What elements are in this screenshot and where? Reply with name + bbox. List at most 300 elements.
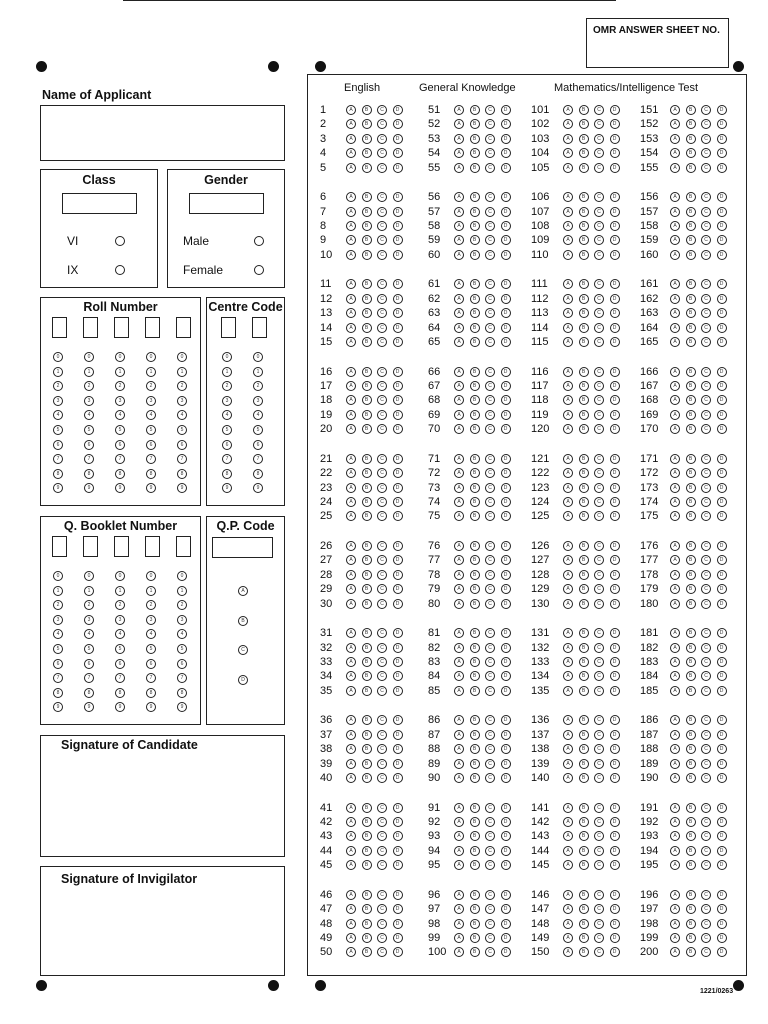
answer-bubble[interactable]: C <box>485 134 495 144</box>
answer-bubble[interactable]: A <box>346 511 356 521</box>
answer-bubble[interactable]: D <box>717 119 727 129</box>
answer-bubble[interactable]: A <box>454 759 464 769</box>
answer-bubble[interactable]: D <box>501 279 511 289</box>
booklet-number-digit-bubble[interactable]: 7 <box>53 673 63 683</box>
answer-bubble[interactable]: D <box>393 395 403 405</box>
answer-bubble[interactable]: D <box>501 207 511 217</box>
answer-bubble[interactable]: D <box>610 803 620 813</box>
answer-bubble[interactable]: B <box>470 235 480 245</box>
answer-bubble[interactable]: C <box>485 250 495 260</box>
answer-bubble[interactable]: C <box>377 628 387 638</box>
answer-bubble[interactable]: A <box>346 468 356 478</box>
answer-bubble[interactable]: C <box>594 221 604 231</box>
answer-bubble[interactable]: A <box>563 744 573 754</box>
answer-bubble[interactable]: D <box>610 570 620 580</box>
answer-bubble[interactable]: B <box>579 395 589 405</box>
answer-bubble[interactable]: C <box>594 410 604 420</box>
answer-bubble[interactable]: A <box>454 947 464 957</box>
answer-bubble[interactable]: D <box>717 424 727 434</box>
roll-number-digit-bubble[interactable]: 1 <box>146 367 156 377</box>
answer-bubble[interactable]: D <box>610 134 620 144</box>
answer-bubble[interactable]: D <box>393 643 403 653</box>
answer-bubble[interactable]: B <box>362 250 372 260</box>
roll-number-digit-bubble[interactable]: 1 <box>115 367 125 377</box>
answer-bubble[interactable]: B <box>686 367 696 377</box>
centre-code-digit-bubble[interactable]: 8 <box>253 469 263 479</box>
answer-bubble[interactable]: D <box>501 919 511 929</box>
answer-bubble[interactable]: B <box>362 686 372 696</box>
answer-bubble[interactable]: B <box>470 817 480 827</box>
answer-bubble[interactable]: A <box>454 119 464 129</box>
answer-bubble[interactable]: C <box>377 497 387 507</box>
answer-bubble[interactable]: C <box>485 337 495 347</box>
answer-bubble[interactable]: C <box>701 744 711 754</box>
answer-bubble[interactable]: B <box>362 657 372 667</box>
answer-bubble[interactable]: C <box>701 730 711 740</box>
answer-bubble[interactable]: A <box>454 250 464 260</box>
sheet-number-box[interactable] <box>586 18 729 68</box>
answer-bubble[interactable]: C <box>701 933 711 943</box>
answer-bubble[interactable]: C <box>701 323 711 333</box>
answer-bubble[interactable]: C <box>701 279 711 289</box>
answer-bubble[interactable]: B <box>470 846 480 856</box>
answer-bubble[interactable]: D <box>393 919 403 929</box>
answer-bubble[interactable]: B <box>579 715 589 725</box>
answer-bubble[interactable]: C <box>701 890 711 900</box>
qp-code-input[interactable] <box>212 537 273 558</box>
answer-bubble[interactable]: B <box>470 599 480 609</box>
roll-number-digit-bubble[interactable]: 2 <box>84 381 94 391</box>
booklet-number-digit-bubble[interactable]: 9 <box>115 702 125 712</box>
answer-bubble[interactable]: B <box>686 947 696 957</box>
answer-bubble[interactable]: D <box>393 323 403 333</box>
booklet-number-digit-bubble[interactable]: 8 <box>177 688 187 698</box>
answer-bubble[interactable]: B <box>362 454 372 464</box>
answer-bubble[interactable]: B <box>470 294 480 304</box>
booklet-number-digit-box[interactable] <box>114 536 129 557</box>
answer-bubble[interactable]: A <box>346 497 356 507</box>
answer-bubble[interactable]: B <box>362 933 372 943</box>
answer-bubble[interactable]: D <box>501 410 511 420</box>
answer-bubble[interactable]: B <box>686 584 696 594</box>
answer-bubble[interactable]: C <box>377 890 387 900</box>
answer-bubble[interactable]: A <box>454 395 464 405</box>
answer-bubble[interactable]: B <box>470 555 480 565</box>
answer-bubble[interactable]: B <box>686 424 696 434</box>
answer-bubble[interactable]: D <box>610 323 620 333</box>
answer-bubble[interactable]: C <box>701 134 711 144</box>
answer-bubble[interactable]: D <box>393 294 403 304</box>
answer-bubble[interactable]: A <box>346 294 356 304</box>
answer-bubble[interactable]: A <box>454 744 464 754</box>
roll-number-digit-bubble[interactable]: 3 <box>115 396 125 406</box>
answer-bubble[interactable]: B <box>686 511 696 521</box>
answer-bubble[interactable]: C <box>485 367 495 377</box>
booklet-number-digit-bubble[interactable]: 0 <box>53 571 63 581</box>
answer-bubble[interactable]: A <box>563 904 573 914</box>
booklet-number-digit-bubble[interactable]: 1 <box>177 586 187 596</box>
answer-bubble[interactable]: B <box>686 279 696 289</box>
answer-bubble[interactable]: A <box>670 570 680 580</box>
booklet-number-digit-bubble[interactable]: 4 <box>146 629 156 639</box>
answer-bubble[interactable]: A <box>563 235 573 245</box>
answer-bubble[interactable]: C <box>377 657 387 667</box>
answer-bubble[interactable]: D <box>393 279 403 289</box>
answer-bubble[interactable]: A <box>346 235 356 245</box>
answer-bubble[interactable]: D <box>717 483 727 493</box>
answer-bubble[interactable]: A <box>563 410 573 420</box>
booklet-number-digit-bubble[interactable]: 2 <box>177 600 187 610</box>
answer-bubble[interactable]: A <box>670 497 680 507</box>
answer-bubble[interactable]: D <box>610 628 620 638</box>
answer-bubble[interactable]: A <box>670 686 680 696</box>
answer-bubble[interactable]: C <box>594 163 604 173</box>
answer-bubble[interactable]: D <box>393 192 403 202</box>
answer-bubble[interactable]: C <box>701 759 711 769</box>
answer-bubble[interactable]: B <box>470 715 480 725</box>
answer-bubble[interactable]: D <box>501 163 511 173</box>
booklet-number-digit-bubble[interactable]: 3 <box>53 615 63 625</box>
answer-bubble[interactable]: C <box>377 308 387 318</box>
answer-bubble[interactable]: C <box>594 279 604 289</box>
answer-bubble[interactable]: B <box>579 294 589 304</box>
answer-bubble[interactable]: D <box>501 555 511 565</box>
answer-bubble[interactable]: A <box>670 744 680 754</box>
answer-bubble[interactable]: D <box>393 584 403 594</box>
booklet-number-digit-bubble[interactable]: 1 <box>53 586 63 596</box>
answer-bubble[interactable]: B <box>579 367 589 377</box>
answer-bubble[interactable]: B <box>579 846 589 856</box>
answer-bubble[interactable]: C <box>377 367 387 377</box>
answer-bubble[interactable]: C <box>701 657 711 667</box>
answer-bubble[interactable]: D <box>717 308 727 318</box>
answer-bubble[interactable]: B <box>470 584 480 594</box>
answer-bubble[interactable]: B <box>686 643 696 653</box>
answer-bubble[interactable]: B <box>579 323 589 333</box>
answer-bubble[interactable]: A <box>346 599 356 609</box>
roll-number-digit-bubble[interactable]: 8 <box>115 469 125 479</box>
answer-bubble[interactable]: C <box>594 555 604 565</box>
answer-bubble[interactable]: D <box>717 570 727 580</box>
answer-bubble[interactable]: D <box>610 468 620 478</box>
answer-bubble[interactable]: B <box>470 119 480 129</box>
answer-bubble[interactable]: A <box>454 555 464 565</box>
answer-bubble[interactable]: B <box>470 919 480 929</box>
roll-number-digit-bubble[interactable]: 7 <box>177 454 187 464</box>
booklet-number-digit-box[interactable] <box>83 536 98 557</box>
answer-bubble[interactable]: A <box>563 860 573 870</box>
answer-bubble[interactable]: B <box>470 730 480 740</box>
answer-bubble[interactable]: A <box>670 105 680 115</box>
answer-bubble[interactable]: B <box>470 773 480 783</box>
class-radio-ix[interactable] <box>115 265 125 275</box>
roll-number-digit-bubble[interactable]: 3 <box>177 396 187 406</box>
answer-bubble[interactable]: C <box>594 395 604 405</box>
centre-code-digit-bubble[interactable]: 4 <box>253 410 263 420</box>
answer-bubble[interactable]: A <box>670 541 680 551</box>
answer-bubble[interactable]: D <box>610 308 620 318</box>
answer-bubble[interactable]: B <box>579 759 589 769</box>
answer-bubble[interactable]: B <box>579 483 589 493</box>
answer-bubble[interactable]: B <box>470 468 480 478</box>
centre-code-digit-box[interactable] <box>221 317 236 338</box>
answer-bubble[interactable]: C <box>485 424 495 434</box>
answer-bubble[interactable]: D <box>501 744 511 754</box>
answer-bubble[interactable]: C <box>377 410 387 420</box>
answer-bubble[interactable]: C <box>377 933 387 943</box>
answer-bubble[interactable]: A <box>563 134 573 144</box>
answer-bubble[interactable]: D <box>501 657 511 667</box>
answer-bubble[interactable]: B <box>579 424 589 434</box>
answer-bubble[interactable]: B <box>362 483 372 493</box>
answer-bubble[interactable]: B <box>686 483 696 493</box>
answer-bubble[interactable]: D <box>393 744 403 754</box>
answer-bubble[interactable]: D <box>717 773 727 783</box>
answer-bubble[interactable]: A <box>346 250 356 260</box>
answer-bubble[interactable]: A <box>670 148 680 158</box>
answer-bubble[interactable]: A <box>454 831 464 841</box>
answer-bubble[interactable]: D <box>501 105 511 115</box>
answer-bubble[interactable]: D <box>610 163 620 173</box>
answer-bubble[interactable]: C <box>377 817 387 827</box>
answer-bubble[interactable]: A <box>346 541 356 551</box>
answer-bubble[interactable]: C <box>377 947 387 957</box>
answer-bubble[interactable]: D <box>610 483 620 493</box>
answer-bubble[interactable]: B <box>470 410 480 420</box>
answer-bubble[interactable]: D <box>610 367 620 377</box>
answer-bubble[interactable]: C <box>594 686 604 696</box>
answer-bubble[interactable]: A <box>346 134 356 144</box>
answer-bubble[interactable]: C <box>377 511 387 521</box>
answer-bubble[interactable]: C <box>701 846 711 856</box>
answer-bubble[interactable]: C <box>377 395 387 405</box>
answer-bubble[interactable]: C <box>701 119 711 129</box>
answer-bubble[interactable]: A <box>563 221 573 231</box>
answer-bubble[interactable]: D <box>501 294 511 304</box>
answer-bubble[interactable]: C <box>377 730 387 740</box>
centre-code-digit-bubble[interactable]: 7 <box>222 454 232 464</box>
answer-bubble[interactable]: C <box>701 483 711 493</box>
roll-number-digit-bubble[interactable]: 0 <box>84 352 94 362</box>
answer-bubble[interactable]: C <box>594 715 604 725</box>
answer-bubble[interactable]: A <box>454 483 464 493</box>
answer-bubble[interactable]: B <box>470 570 480 580</box>
answer-bubble[interactable]: C <box>701 207 711 217</box>
answer-bubble[interactable]: B <box>579 381 589 391</box>
answer-bubble[interactable]: B <box>362 134 372 144</box>
answer-bubble[interactable]: C <box>485 643 495 653</box>
answer-bubble[interactable]: D <box>717 497 727 507</box>
answer-bubble[interactable]: D <box>717 163 727 173</box>
answer-bubble[interactable]: C <box>594 657 604 667</box>
answer-bubble[interactable]: A <box>454 773 464 783</box>
roll-number-digit-bubble[interactable]: 4 <box>146 410 156 420</box>
answer-bubble[interactable]: D <box>610 773 620 783</box>
answer-bubble[interactable]: D <box>610 279 620 289</box>
answer-bubble[interactable]: C <box>377 846 387 856</box>
answer-bubble[interactable]: D <box>393 599 403 609</box>
answer-bubble[interactable]: A <box>563 207 573 217</box>
answer-bubble[interactable]: B <box>579 468 589 478</box>
booklet-number-digit-bubble[interactable]: 0 <box>84 571 94 581</box>
answer-bubble[interactable]: B <box>579 497 589 507</box>
answer-bubble[interactable]: A <box>670 367 680 377</box>
centre-code-digit-bubble[interactable]: 4 <box>222 410 232 420</box>
answer-bubble[interactable]: D <box>393 221 403 231</box>
answer-bubble[interactable]: B <box>579 134 589 144</box>
roll-number-digit-bubble[interactable]: 5 <box>146 425 156 435</box>
booklet-number-digit-bubble[interactable]: 3 <box>177 615 187 625</box>
answer-bubble[interactable]: A <box>454 308 464 318</box>
answer-bubble[interactable]: D <box>393 119 403 129</box>
answer-bubble[interactable]: D <box>610 497 620 507</box>
centre-code-digit-box[interactable] <box>252 317 267 338</box>
answer-bubble[interactable]: A <box>454 367 464 377</box>
answer-bubble[interactable]: A <box>454 148 464 158</box>
answer-bubble[interactable]: C <box>701 541 711 551</box>
answer-bubble[interactable]: A <box>346 207 356 217</box>
answer-bubble[interactable]: D <box>610 511 620 521</box>
answer-bubble[interactable]: B <box>579 221 589 231</box>
answer-bubble[interactable]: A <box>454 599 464 609</box>
answer-bubble[interactable]: A <box>563 890 573 900</box>
answer-bubble[interactable]: D <box>393 890 403 900</box>
answer-bubble[interactable]: B <box>686 657 696 667</box>
booklet-number-digit-bubble[interactable]: 2 <box>146 600 156 610</box>
answer-bubble[interactable]: A <box>563 541 573 551</box>
answer-bubble[interactable]: C <box>701 395 711 405</box>
answer-bubble[interactable]: C <box>485 730 495 740</box>
answer-bubble[interactable]: C <box>485 890 495 900</box>
answer-bubble[interactable]: C <box>594 134 604 144</box>
answer-bubble[interactable]: C <box>377 671 387 681</box>
answer-bubble[interactable]: A <box>670 308 680 318</box>
answer-bubble[interactable]: D <box>717 759 727 769</box>
answer-bubble[interactable]: A <box>670 933 680 943</box>
booklet-number-digit-bubble[interactable]: 6 <box>53 659 63 669</box>
answer-bubble[interactable]: D <box>717 207 727 217</box>
roll-number-digit-bubble[interactable]: 8 <box>53 469 63 479</box>
answer-bubble[interactable]: A <box>670 119 680 129</box>
answer-bubble[interactable]: D <box>501 817 511 827</box>
answer-bubble[interactable]: C <box>485 207 495 217</box>
answer-bubble[interactable]: C <box>485 686 495 696</box>
answer-bubble[interactable]: C <box>701 367 711 377</box>
answer-bubble[interactable]: A <box>346 555 356 565</box>
answer-bubble[interactable]: D <box>610 555 620 565</box>
roll-number-digit-bubble[interactable]: 4 <box>53 410 63 420</box>
answer-bubble[interactable]: C <box>594 483 604 493</box>
answer-bubble[interactable]: B <box>579 599 589 609</box>
centre-code-digit-bubble[interactable]: 5 <box>253 425 263 435</box>
answer-bubble[interactable]: C <box>701 497 711 507</box>
answer-bubble[interactable]: C <box>594 497 604 507</box>
answer-bubble[interactable]: C <box>485 454 495 464</box>
answer-bubble[interactable]: C <box>485 904 495 914</box>
name-field[interactable] <box>40 105 285 161</box>
answer-bubble[interactable]: B <box>579 584 589 594</box>
answer-bubble[interactable]: A <box>670 250 680 260</box>
candidate-signature-box[interactable] <box>40 735 285 857</box>
roll-number-digit-bubble[interactable]: 2 <box>53 381 63 391</box>
answer-bubble[interactable]: B <box>362 817 372 827</box>
centre-code-digit-bubble[interactable]: 7 <box>253 454 263 464</box>
answer-bubble[interactable]: C <box>485 192 495 202</box>
answer-bubble[interactable]: C <box>594 890 604 900</box>
answer-bubble[interactable]: D <box>717 381 727 391</box>
roll-number-digit-bubble[interactable]: 1 <box>84 367 94 377</box>
answer-bubble[interactable]: C <box>485 831 495 841</box>
answer-bubble[interactable]: D <box>717 468 727 478</box>
booklet-number-digit-bubble[interactable]: 8 <box>84 688 94 698</box>
answer-bubble[interactable]: D <box>501 773 511 783</box>
roll-number-digit-box[interactable] <box>176 317 191 338</box>
booklet-number-digit-bubble[interactable]: 8 <box>115 688 125 698</box>
answer-bubble[interactable]: D <box>717 657 727 667</box>
answer-bubble[interactable]: B <box>362 511 372 521</box>
booklet-number-digit-bubble[interactable]: 1 <box>146 586 156 596</box>
answer-bubble[interactable]: A <box>563 555 573 565</box>
roll-number-digit-bubble[interactable]: 3 <box>146 396 156 406</box>
answer-bubble[interactable]: D <box>717 803 727 813</box>
answer-bubble[interactable]: C <box>377 860 387 870</box>
answer-bubble[interactable]: B <box>362 192 372 202</box>
answer-bubble[interactable]: D <box>501 541 511 551</box>
answer-bubble[interactable]: B <box>362 773 372 783</box>
roll-number-digit-bubble[interactable]: 3 <box>84 396 94 406</box>
answer-bubble[interactable]: C <box>594 803 604 813</box>
answer-bubble[interactable]: B <box>579 831 589 841</box>
answer-bubble[interactable]: B <box>686 904 696 914</box>
answer-bubble[interactable]: C <box>485 817 495 827</box>
answer-bubble[interactable]: C <box>485 148 495 158</box>
answer-bubble[interactable]: A <box>346 337 356 347</box>
answer-bubble[interactable]: D <box>610 148 620 158</box>
answer-bubble[interactable]: C <box>594 773 604 783</box>
answer-bubble[interactable]: C <box>377 323 387 333</box>
answer-bubble[interactable]: D <box>501 454 511 464</box>
answer-bubble[interactable]: A <box>346 163 356 173</box>
roll-number-digit-bubble[interactable]: 0 <box>146 352 156 362</box>
booklet-number-digit-bubble[interactable]: 9 <box>53 702 63 712</box>
answer-bubble[interactable]: A <box>454 890 464 900</box>
answer-bubble[interactable]: D <box>393 483 403 493</box>
answer-bubble[interactable]: B <box>362 148 372 158</box>
roll-number-digit-bubble[interactable]: 4 <box>115 410 125 420</box>
answer-bubble[interactable]: B <box>362 424 372 434</box>
answer-bubble[interactable]: D <box>610 643 620 653</box>
answer-bubble[interactable]: B <box>686 541 696 551</box>
answer-bubble[interactable]: C <box>701 337 711 347</box>
answer-bubble[interactable]: A <box>670 715 680 725</box>
answer-bubble[interactable]: B <box>362 759 372 769</box>
roll-number-digit-bubble[interactable]: 8 <box>177 469 187 479</box>
answer-bubble[interactable]: C <box>485 628 495 638</box>
answer-bubble[interactable]: C <box>701 192 711 202</box>
answer-bubble[interactable]: C <box>377 337 387 347</box>
answer-bubble[interactable]: C <box>701 424 711 434</box>
roll-number-digit-bubble[interactable]: 6 <box>177 440 187 450</box>
answer-bubble[interactable]: B <box>579 337 589 347</box>
answer-bubble[interactable]: A <box>346 119 356 129</box>
answer-bubble[interactable]: D <box>610 730 620 740</box>
answer-bubble[interactable]: B <box>362 628 372 638</box>
answer-bubble[interactable]: C <box>485 671 495 681</box>
booklet-number-digit-bubble[interactable]: 9 <box>84 702 94 712</box>
answer-bubble[interactable]: D <box>501 395 511 405</box>
answer-bubble[interactable]: A <box>454 381 464 391</box>
answer-bubble[interactable]: D <box>393 933 403 943</box>
